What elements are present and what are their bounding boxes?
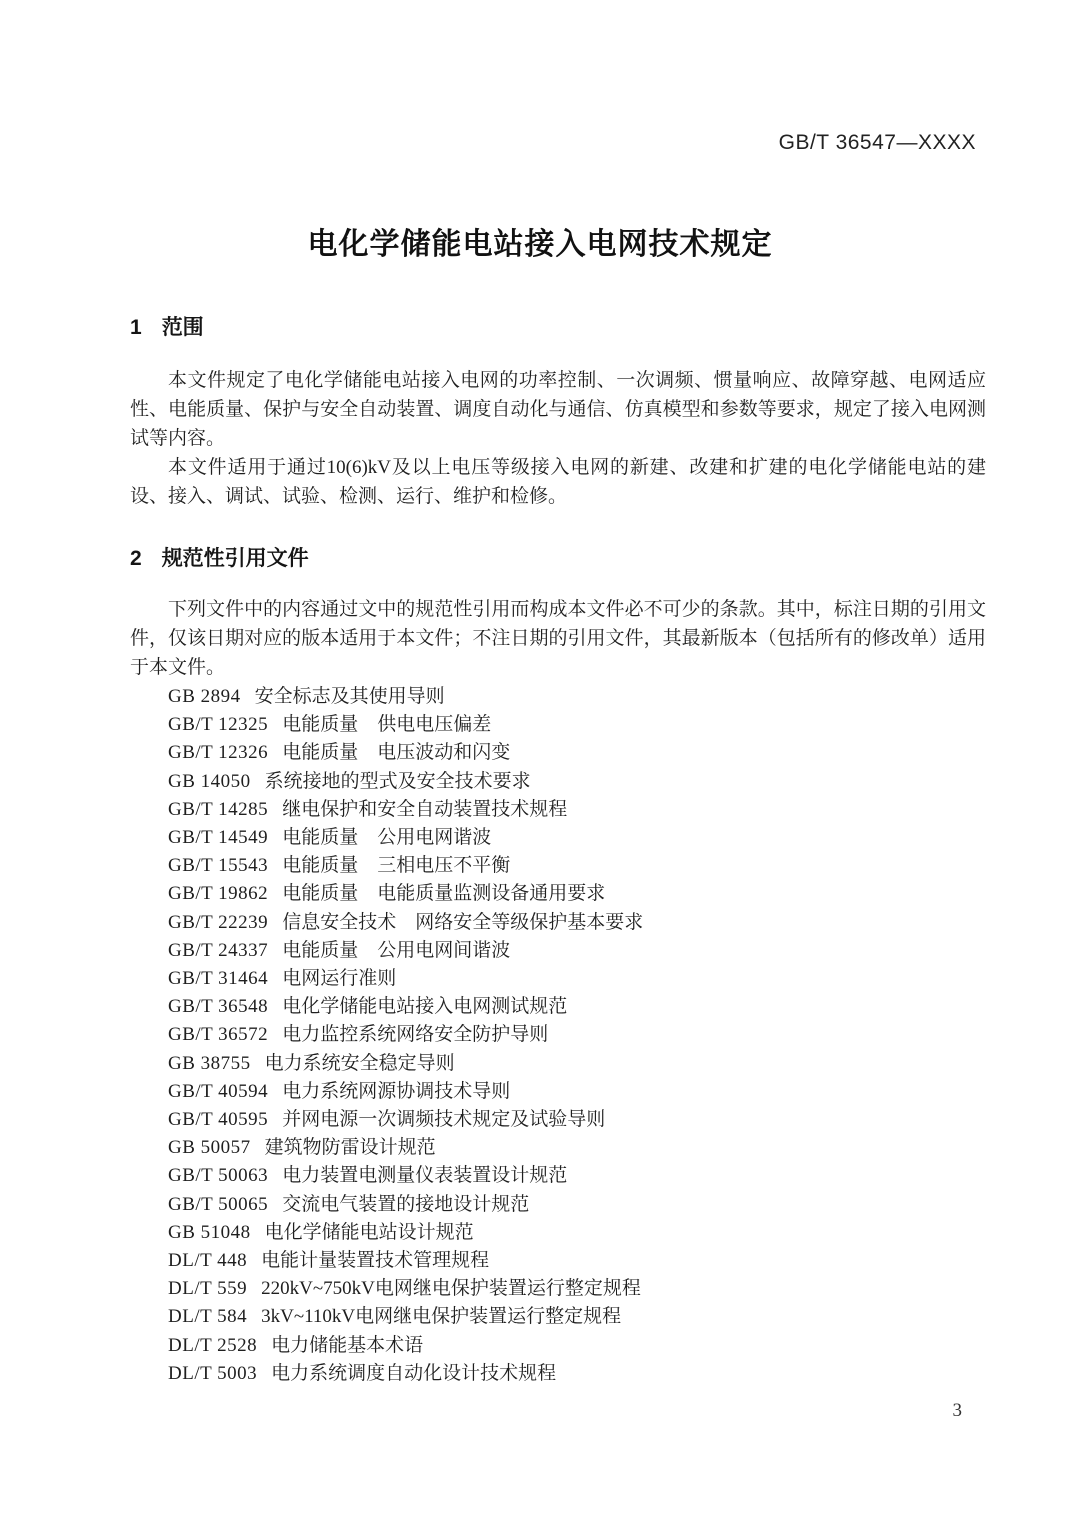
reference-item	[130, 1106, 986, 1134]
reference-item	[130, 1275, 986, 1303]
reference-title: 电能质量 供电电压偏差	[282, 714, 492, 736]
doc-number: GB/T 36547—XXXX	[778, 131, 976, 154]
reference-item	[130, 796, 986, 824]
reference-code: DL/T 448	[168, 1250, 248, 1272]
reference-title: 电力储能基本术语	[271, 1334, 424, 1356]
reference-code: GB/T 14285	[168, 798, 269, 820]
reference-code: GB/T 14549	[168, 827, 269, 849]
reference-item	[130, 711, 986, 739]
reference-code: GB/T 50065	[168, 1193, 269, 1215]
section-2-number: 2	[130, 547, 142, 570]
reference-item	[130, 824, 986, 852]
scope-paragraph-2: 本文件适用于通过10(6)kV及以上电压等级接入电网的新建、改建和扩建的电化学储能电站的建设、接入、调试、试验、检测、运行、维护和检修。	[130, 457, 986, 507]
reference-code: GB/T 24337	[168, 939, 269, 961]
reference-title: 电能质量 公用电网间谐波	[282, 939, 511, 961]
reference-title: 信息安全技术 网络安全等级保护基本要求	[282, 911, 644, 933]
reference-item	[130, 1247, 986, 1275]
reference-item	[130, 1219, 986, 1247]
reference-item	[130, 683, 986, 711]
reference-item	[130, 1332, 986, 1360]
reference-item	[130, 909, 986, 937]
reference-title: 电化学储能电站设计规范	[264, 1221, 474, 1243]
reference-code: DL/T 2528	[168, 1334, 258, 1356]
reference-title: 电力系统网源协调技术导则	[282, 1080, 511, 1102]
reference-item	[130, 1162, 986, 1190]
reference-title: 建筑物防雷设计规范	[264, 1137, 436, 1159]
reference-item	[130, 965, 986, 993]
section-2-heading	[130, 545, 986, 573]
reference-item	[130, 1134, 986, 1162]
section-1-heading	[130, 314, 986, 342]
reference-code: GB 50057	[168, 1137, 251, 1159]
reference-item	[130, 937, 986, 965]
reference-title: 220kV~750kV电网继电保护装置运行整定规程	[261, 1278, 641, 1300]
scope-paragraph-1: 本文件规定了电化学储能电站接入电网的功率控制、一次调频、惯量响应、故障穿越、电网适应性、电能质量、保护与安全自动装置、调度自动化与通信、仿真模型和参数等要求，规定了接入电网测试等内容。	[130, 370, 986, 449]
reference-title: 继电保护和安全自动装置技术规程	[282, 798, 568, 820]
reference-code: GB/T 36548	[168, 996, 269, 1018]
document-body	[130, 308, 986, 1388]
reference-title: 电能质量 电压波动和闪变	[282, 742, 511, 764]
reference-title: 电能质量 电能质量监测设备通用要求	[282, 883, 606, 905]
reference-code: GB/T 12325	[168, 714, 269, 736]
reference-item	[130, 1191, 986, 1219]
reference-item	[130, 1078, 986, 1106]
reference-code: GB/T 15543	[168, 855, 269, 877]
reference-code: GB 51048	[168, 1221, 251, 1243]
reference-item	[130, 1360, 986, 1388]
section-1-title: 范围	[161, 316, 204, 339]
reference-title: 电网运行准则	[282, 968, 397, 990]
reference-title: 系统接地的型式及安全技术要求	[264, 770, 531, 792]
reference-code: GB 38755	[168, 1052, 251, 1074]
references-list	[130, 683, 986, 1388]
reference-title: 电力系统调度自动化设计技术规程	[271, 1362, 557, 1384]
reference-item	[130, 1050, 986, 1078]
reference-title: 电力监控系统网络安全防护导则	[282, 1024, 549, 1046]
reference-title: 并网电源一次调频技术规定及试验导则	[282, 1109, 606, 1131]
reference-title: 安全标志及其使用导则	[254, 686, 445, 707]
reference-item	[130, 1021, 986, 1049]
reference-title: 电力装置电测量仪表装置设计规范	[282, 1165, 568, 1187]
reference-code: GB/T 36572	[168, 1024, 269, 1046]
reference-item	[130, 739, 986, 767]
reference-item	[130, 880, 986, 908]
reference-item	[130, 768, 986, 796]
reference-code: DL/T 584	[168, 1306, 248, 1328]
references-intro-paragraph: 下列文件中的内容通过文中的规范性引用而构成本文件必不可少的条款。其中，标注日期的引用文件，仅该日期对应的版本适用于本文件；不注日期的引用文件，其最新版本（包括所有的修改单）适用于本文件。	[130, 599, 986, 678]
reference-item	[130, 993, 986, 1021]
section-2-title: 规范性引用文件	[161, 547, 309, 570]
reference-code: GB/T 22239	[168, 911, 269, 933]
reference-code: GB/T 12326	[168, 742, 269, 764]
reference-title: 电能质量 公用电网谐波	[282, 827, 492, 849]
reference-code: GB 2894	[168, 686, 241, 707]
doc-title: 电化学储能电站接入电网技术规定	[307, 228, 773, 261]
reference-item	[130, 852, 986, 880]
reference-title: 电力系统安全稳定导则	[264, 1052, 455, 1074]
reference-code: GB/T 31464	[168, 968, 269, 990]
reference-code: GB/T 50063	[168, 1165, 269, 1187]
reference-title: 电化学储能电站接入电网测试规范	[282, 996, 568, 1018]
reference-code: DL/T 559	[168, 1278, 248, 1300]
reference-code: DL/T 5003	[168, 1362, 258, 1384]
section-1-number: 1	[130, 316, 142, 339]
reference-code: GB/T 40594	[168, 1080, 269, 1102]
reference-title: 3kV~110kV电网继电保护装置运行整定规程	[261, 1306, 622, 1328]
reference-title: 交流电气装置的接地设计规范	[282, 1193, 530, 1215]
reference-code: GB 14050	[168, 770, 251, 792]
reference-title: 电能质量 三相电压不平衡	[282, 855, 511, 877]
reference-title: 电能计量装置技术管理规程	[261, 1250, 490, 1272]
page-number: 3	[952, 1400, 962, 1421]
reference-item	[130, 1303, 986, 1331]
reference-code: GB/T 40595	[168, 1109, 269, 1131]
reference-code: GB/T 19862	[168, 883, 269, 905]
